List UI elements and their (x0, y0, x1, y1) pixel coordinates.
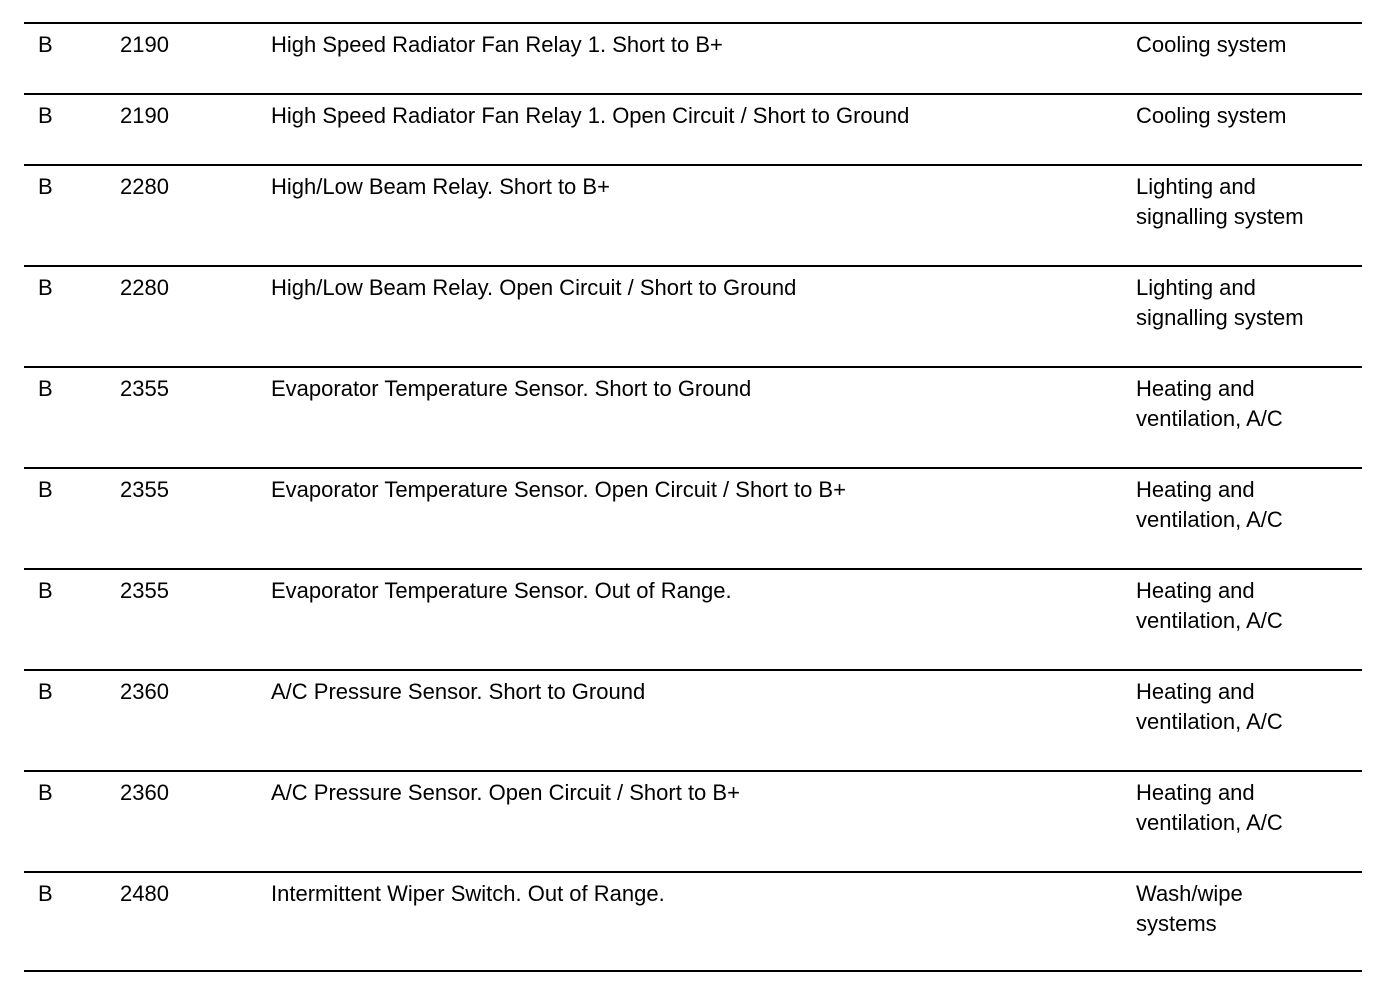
system-cell: Heating and ventilation, A/C (1136, 780, 1283, 835)
code-number-cell: 2280 (120, 174, 169, 199)
system-cell: Heating and ventilation, A/C (1136, 679, 1283, 734)
description-cell: Intermittent Wiper Switch. Out of Range. (271, 881, 665, 906)
code-letter-cell: B (38, 578, 53, 603)
system-cell: Heating and ventilation, A/C (1136, 578, 1283, 633)
code-number-cell: 2190 (120, 32, 169, 57)
code-number-cell: 2190 (120, 103, 169, 128)
code-number-cell: 2355 (120, 477, 169, 502)
fault-code-table (24, 22, 1362, 972)
system-cell: Wash/wipe systems (1136, 881, 1243, 936)
system-cell: Cooling system (1136, 103, 1287, 128)
table-row (24, 770, 1362, 871)
code-letter-cell: B (38, 103, 53, 128)
code-number-cell: 2355 (120, 376, 169, 401)
code-letter-cell: B (38, 477, 53, 502)
description-cell: A/C Pressure Sensor. Short to Ground (271, 679, 646, 704)
description-cell: A/C Pressure Sensor. Open Circuit / Short to B+ (271, 780, 740, 805)
code-letter-cell: B (38, 174, 53, 199)
code-letter-cell: B (38, 32, 53, 57)
description-cell: High Speed Radiator Fan Relay 1. Short to B+ (271, 32, 723, 57)
code-letter-cell: B (38, 780, 53, 805)
table-row (24, 22, 1362, 93)
table-row (24, 669, 1362, 770)
description-cell: Evaporator Temperature Sensor. Open Circuit / Short to B+ (271, 477, 846, 502)
code-number-cell: 2280 (120, 275, 169, 300)
code-letter-cell: B (38, 881, 53, 906)
table-row (24, 265, 1362, 366)
description-cell: Evaporator Temperature Sensor. Short to Ground (271, 376, 752, 401)
table-row (24, 568, 1362, 669)
description-cell: High Speed Radiator Fan Relay 1. Open Circuit / Short to Ground (271, 103, 910, 128)
system-cell: Heating and ventilation, A/C (1136, 477, 1283, 532)
code-number-cell: 2360 (120, 780, 169, 805)
code-number-cell: 2480 (120, 881, 169, 906)
system-cell: Lighting and signalling system (1136, 275, 1304, 330)
table-row (24, 871, 1362, 972)
description-cell: High/Low Beam Relay. Open Circuit / Short to Ground (271, 275, 797, 300)
code-letter-cell: B (38, 376, 53, 401)
code-letter-cell: B (38, 679, 53, 704)
system-cell: Lighting and signalling system (1136, 174, 1304, 229)
table-row (24, 366, 1362, 467)
table-row (24, 93, 1362, 164)
code-number-cell: 2360 (120, 679, 169, 704)
system-cell: Cooling system (1136, 32, 1287, 57)
description-cell: High/Low Beam Relay. Short to B+ (271, 174, 610, 199)
code-number-cell: 2355 (120, 578, 169, 603)
code-letter-cell: B (38, 275, 53, 300)
table-row (24, 467, 1362, 568)
system-cell: Heating and ventilation, A/C (1136, 376, 1283, 431)
table-row (24, 164, 1362, 265)
description-cell: Evaporator Temperature Sensor. Out of Range. (271, 578, 732, 603)
